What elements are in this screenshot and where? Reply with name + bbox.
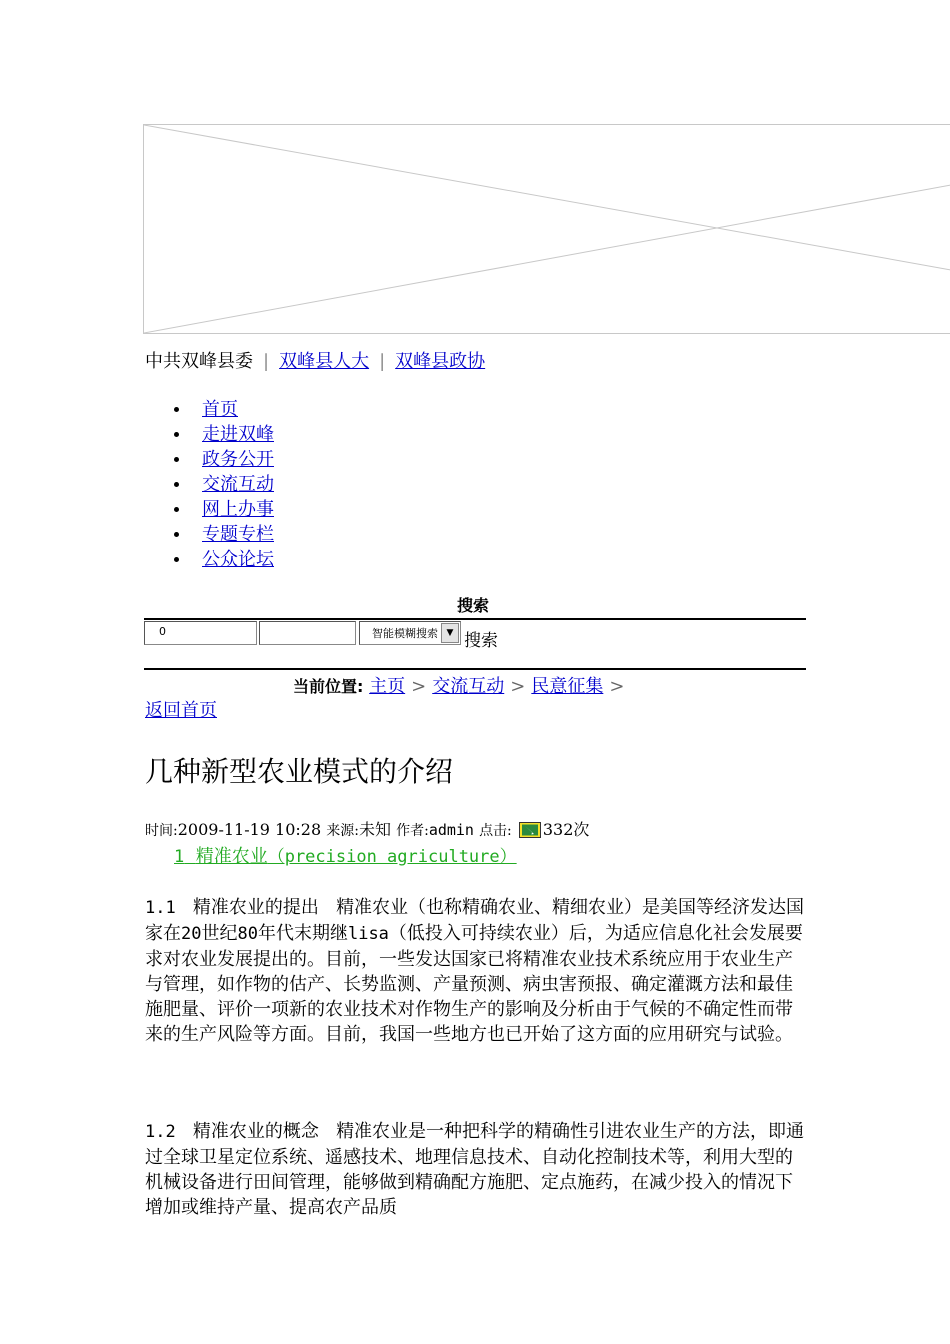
nav-item-about xyxy=(172,422,274,447)
para-latin: lisa xyxy=(347,924,389,944)
nav-item-government xyxy=(172,447,274,472)
nav-item-forum xyxy=(172,547,274,572)
nav-link-government[interactable]: 政务公开 xyxy=(202,449,274,470)
para-text: 世纪 xyxy=(201,923,238,944)
banner-image-placeholder xyxy=(143,124,950,334)
main-nav xyxy=(172,397,274,572)
breadcrumb-interaction[interactable]: 交流互动 xyxy=(432,676,505,697)
breadcrumb xyxy=(293,675,630,699)
search-mode-select[interactable]: 智能模糊搜索 xyxy=(359,621,461,645)
article-meta xyxy=(145,818,589,843)
para-number-inline: 20 xyxy=(181,924,202,944)
search-button[interactable]: 搜索 xyxy=(464,631,498,651)
nav-item-topics xyxy=(172,522,274,547)
time-label: 时间: xyxy=(145,823,178,839)
para-text: 年代末期继 xyxy=(257,923,348,944)
author-value: admin xyxy=(428,821,474,839)
chevron-down-icon[interactable]: ▼ xyxy=(441,623,459,643)
back-home-link[interactable]: 返回首页 xyxy=(145,700,217,721)
nav-item-interaction xyxy=(172,472,274,497)
source-label: 来源: xyxy=(326,823,359,839)
source-value: 未知 xyxy=(358,820,391,839)
hits-label: 点击: xyxy=(479,823,512,839)
para-heading: 精准农业的概念 xyxy=(192,1121,319,1142)
search-top-divider xyxy=(144,618,806,620)
time-value: 2009-11-19 10:28 xyxy=(177,820,322,839)
section-heading-link[interactable] xyxy=(174,845,517,869)
paragraph-1-2 xyxy=(145,1119,805,1220)
section-number: 1 xyxy=(174,847,185,867)
separator: | xyxy=(263,351,270,372)
article-title: 几种新型农业模式的介绍 xyxy=(145,755,454,788)
nav-link-about[interactable]: 走进双峰 xyxy=(202,424,274,445)
para-heading: 精准农业的提出 xyxy=(192,897,319,918)
hits-value: 332 xyxy=(542,820,574,839)
pencil-icon xyxy=(519,822,541,838)
search-title: 搜索 xyxy=(457,596,490,615)
nav-link-topics[interactable]: 专题专栏 xyxy=(202,524,274,545)
party-committee-text: 中共双峰县委 xyxy=(145,351,253,372)
author-label: 作者: xyxy=(396,823,429,839)
separator: | xyxy=(379,351,386,372)
nav-link-online-service[interactable]: 网上办事 xyxy=(202,499,274,520)
para-text: 精准农业是一种把科学的精确性引进农业生产的方法，即通过全球卫星定位系统、遥感技术、地理信息技术、自动化控制技术等，利用大型的机械设备进行田间管理，能够做到精确配方施肥、定点施药，在减少投入的情况下增加或维持产量、提高农产品质 xyxy=(145,1121,805,1218)
breadcrumb-label: 当前位置: xyxy=(293,677,364,696)
nav-link-interaction[interactable]: 交流互动 xyxy=(202,474,274,495)
breadcrumb-opinion[interactable]: 民意征集 xyxy=(531,676,604,697)
cppcc-link[interactable]: 双峰县政协 xyxy=(395,351,486,372)
nav-item-home xyxy=(172,397,274,422)
search-input-secondary[interactable] xyxy=(259,621,356,645)
hits-unit: 次 xyxy=(573,820,590,839)
top-links xyxy=(145,350,485,374)
section-latin: （precision agriculture） xyxy=(267,847,517,867)
nav-link-forum[interactable]: 公众论坛 xyxy=(202,549,274,570)
nav-item-online-service xyxy=(172,497,274,522)
paragraph-1-1 xyxy=(145,895,805,1047)
breadcrumb-separator: > xyxy=(510,676,526,697)
para-number: 1.1 xyxy=(145,898,176,918)
para-text: 精准农业（也称精确农业、精细农业）是美国等经济发达国家在 xyxy=(145,897,805,944)
search-bottom-divider xyxy=(144,668,806,670)
nav-link-home[interactable]: 首页 xyxy=(202,399,238,420)
breadcrumb-separator: > xyxy=(609,676,625,697)
para-text: （低投入可持续农业）后，为适应信息化社会发展要求对农业发展提出的。目前，一些发达国家已将精准农业技术系统应用于农业生产与管理，如作物的估产、长势监测、产量预测、病虫害预报、确定灌溉方法和最佳施肥量、评价一项新的农业技术对作物生产的影响及分析由于气候的不确定性而带来的生产风险等方面。目前，我国一些地方也已开始了这方面的应用研究与试验。 xyxy=(145,923,803,1045)
breadcrumb-separator: > xyxy=(411,676,427,697)
broken-image-icon xyxy=(144,125,950,333)
para-number-inline: 80 xyxy=(237,924,258,944)
para-number: 1.2 xyxy=(145,1122,176,1142)
breadcrumb-home[interactable]: 主页 xyxy=(369,676,406,697)
search-input[interactable]: 0 xyxy=(144,621,257,645)
people-congress-link[interactable]: 双峰县人大 xyxy=(279,351,370,372)
section-title: 精准农业 xyxy=(195,846,268,867)
